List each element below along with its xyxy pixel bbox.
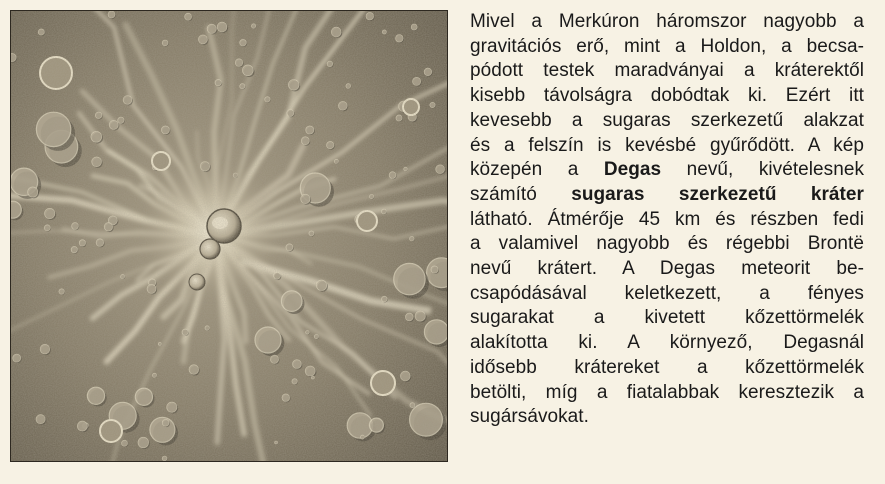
caption-text-segment: alakította ki. A környező, Degasnál [470,332,864,354]
caption-line [470,183,864,208]
caption-text-segment: Mivel a Merkúron háromszor nagyobb a [470,11,864,32]
caption-line [470,356,864,381]
caption-text-segment: csapódásával keletkezett, a fényes [470,282,864,304]
caption-text-segment: látható. Átmérője 45 km és részben fedi [470,208,864,230]
caption-text-segment: és a felszín is kevésbé gyűrődött. A kép [470,134,864,156]
caption-emphasis: Degas [603,159,662,181]
caption-line [470,10,864,35]
degas-crater-image [11,11,447,461]
caption-line [470,109,864,134]
caption-text-segment: sugársávokat. [470,406,589,428]
caption-line [470,381,864,406]
caption-line [470,158,864,183]
caption-line [470,59,864,84]
caption-line [470,306,864,331]
surface-texture [11,11,447,461]
caption-line [470,84,864,109]
caption-line [470,232,864,257]
caption-text-segment: idősebb krátereket a kőzettörmelék [470,356,864,378]
caption-text-segment: gravitációs erő, mint a Holdon, a becsa- [470,35,864,57]
caption-line [470,331,864,356]
caption-line [470,257,864,282]
caption-text-segment: kisebb távolságra dobódtak ki. Ezért itt [470,85,864,107]
caption-text-segment: nevű krátert. A Degas meteorit be- [470,258,864,280]
caption-text-segment: számító [470,183,572,205]
caption-text-segment: nevű, kivételesnek [661,159,864,181]
caption-line [470,405,864,430]
degas-crater-photo [10,10,448,462]
caption-text-segment: a valamivel nagyobb és régebbi Brontë [470,233,864,255]
caption-line [470,208,864,233]
caption-text-segment: betölti, míg a fiatalabbak keresztezik a [470,381,864,403]
caption-text-segment: pódott testek maradványai a kráterektől [470,60,864,82]
caption-line [470,282,864,307]
caption-emphasis: sugaras szerkezetű kráter [571,183,864,205]
caption-text-segment: sugarakat a kivetett kőzettörmelék [470,307,864,329]
caption-line [470,134,864,159]
caption-text-segment: közepén a [470,159,604,181]
caption-line [470,35,864,60]
caption-text [470,10,864,430]
caption-text-segment: kevesebb a sugaras szerkezetű alakzat [470,109,864,131]
